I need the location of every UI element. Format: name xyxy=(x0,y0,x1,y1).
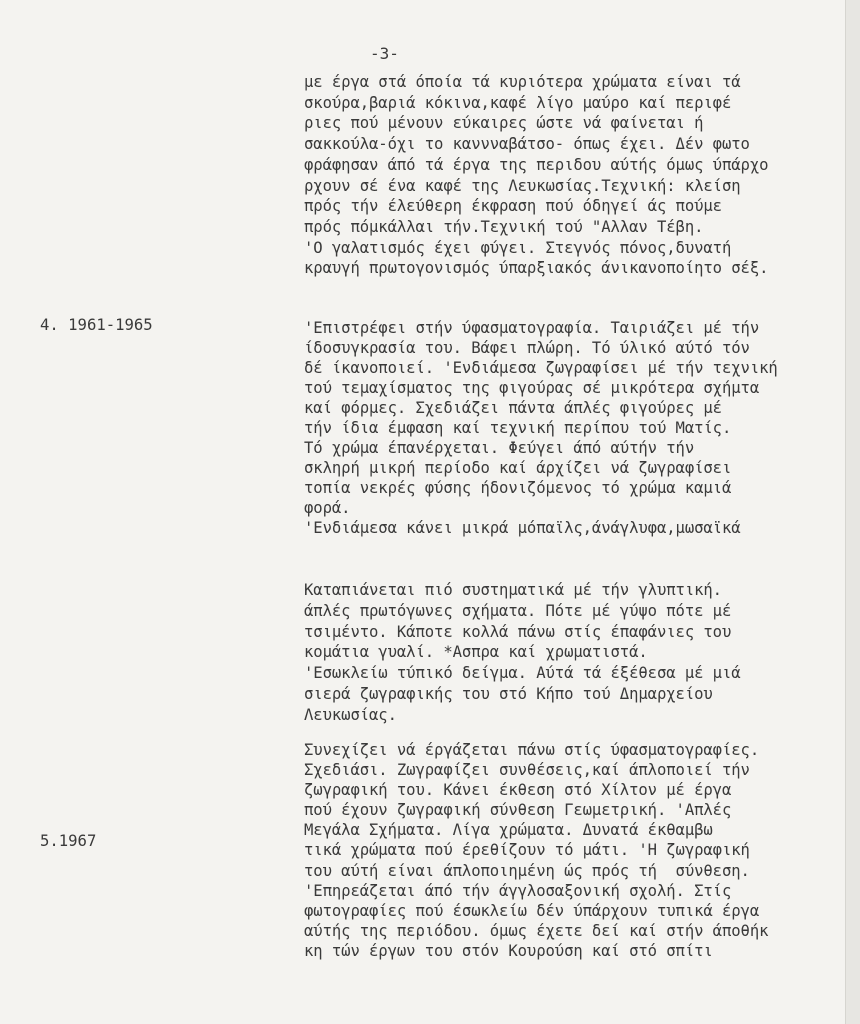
text-line: δέ ίκανοποιεί. 'Ενδιάμεσα ζωγραφίσει μέ τήν τεχνική xyxy=(304,359,778,377)
text-line: του αύτή είναι άπλοποιημένη ώς πρός τή σύνθεση. xyxy=(304,861,750,880)
text-line: Καταπιάνεται πιό συστηματικά μέ τήν γλυπτική. xyxy=(304,581,722,599)
text-line: 'Εσωκλείω τύπικό δείγμα. Αύτά τά έξέθεσα μέ μιά xyxy=(304,664,741,683)
paragraph-sculpture xyxy=(304,580,741,726)
text-line: σιερά ζωγραφικής του στό Κήπο τού Δημαρχείου xyxy=(304,684,713,703)
text-line: ριες πού μένουν εύκαιρες ώστε νά φαίνεται ή xyxy=(304,114,704,133)
page-number: -3- xyxy=(370,44,399,63)
section-label-1961-1965: 4. 1961-1965 xyxy=(40,316,153,334)
page-edge xyxy=(845,0,860,1024)
text-line: τικά χρώματα πού έρεθίζουν τό μάτι. 'Η ζωγραφική xyxy=(304,841,750,860)
text-line: κραυγή πρωτογονισμός ύπαρξιακός άνικανοποίητο σέξ. xyxy=(304,259,769,278)
text-line: πρός πόμκάλλαι τήν.Τεχνική τού "Αλλαν Τέβη. xyxy=(304,217,704,236)
text-line: κη τών έργων του στόν Κουρούση καί στό σπίτι xyxy=(304,941,713,960)
text-line: 'Επιστρέφει στήν ύφασματογραφία. Ταιριάζει μέ τήν xyxy=(304,319,760,337)
text-line: Σχεδιάσι. Ζωγραφίζει συνθέσεις,καί άπλοποιεί τήν xyxy=(304,761,750,780)
paragraph-intro xyxy=(304,72,768,279)
text-line: ζωγραφική του. Κάνει έκθεση στό Χίλτον μέ έργα xyxy=(304,781,732,800)
section-label-1967: 5.1967 xyxy=(40,832,97,850)
text-line: αύτής της περιόδου. όμως έχετε δεί καί στήν άποθήκ xyxy=(304,921,769,940)
text-line: κομάτια γυαλί. *Ασπρα καί χρωματιστά. xyxy=(304,643,648,662)
text-line: σακκούλα-όχι το καννναβάτσο- όπως έχει. Δέν φωτο xyxy=(304,135,750,154)
text-line: Λευκωσίας. xyxy=(304,705,397,724)
text-line: φωτογραφίες πού έσωκλείω δέν ύπάρχουν τυπικά έργα xyxy=(304,901,760,920)
text-line: 'Ενδιάμεσα κάνει μικρά μόπαϊλς,άνάγλυφα,μωσαϊκά xyxy=(304,519,741,537)
paragraph-1961-1965 xyxy=(304,318,778,538)
text-line: Μεγάλα Σχήματα. Λίγα χρώματα. Δυνατά έκθαμβω xyxy=(304,821,713,840)
text-line: καί φόρμες. Σχεδιάζει πάντα άπλές φιγούρες μέ xyxy=(304,399,722,417)
text-line: τού τεμαχίσματος της φιγούρας σέ μικρότερα σχήμτα xyxy=(304,379,760,397)
text-line: φράφησαν άπό τά έργα της περιδου αύτής όμως ύπάρχο xyxy=(304,155,769,174)
text-line: σκούρα,βαριά κόκινα,καφέ λίγο μαύρο καί περιφέ xyxy=(304,93,732,112)
text-line: 'Ο γαλατισμός έχει φύγει. Στεγνός πόνος,δυνατή xyxy=(304,238,732,257)
text-line: ίδοσυγκρασία του. Βάφει πλώρη. Τό ύλικό αύτό τόν xyxy=(304,339,750,357)
text-line: τσιμέντο. Κάποτε κολλά πάνω στίς έπαφάνιες του xyxy=(304,622,732,641)
text-line: 'Επηρεάζεται άπό τήν άγγλοσαξονική σχολή. Στίς xyxy=(304,881,732,900)
text-line: φορά. xyxy=(304,499,351,517)
text-line: πρός τήν έλεύθερη έκφραση πού όδηγεί άς πούμε xyxy=(304,197,722,216)
text-line: με έργα στά όποία τά κυριότερα χρώματα είναι τά xyxy=(304,73,741,91)
text-line: Συνεχίζει νά έργάζεται πάνω στίς ύφασματογραφίες. xyxy=(304,741,760,759)
text-line: πού έχουν ζωγραφική σύνθεση Γεωμετρική. 'Απλές xyxy=(304,801,732,820)
text-line: τήν ίδια έμφαση καί τεχνική περίπου τού Ματίς. xyxy=(304,419,732,437)
text-line: ρχουν σέ ένα καφέ της Λευκωσίας.Τεχνική: κλείση xyxy=(304,176,741,195)
text-line: άπλές πρωτόγωνες σχήματα. Πότε μέ γύψο πότε μέ xyxy=(304,601,732,620)
text-line: σκληρή μικρή περίοδο καί άρχίζει νά ζωγραφίσει xyxy=(304,459,732,477)
paragraph-1967 xyxy=(304,740,768,961)
text-line: Τό χρώμα έπανέρχεται. Φεύγει άπό αύτήν τήν xyxy=(304,439,695,457)
text-line: τοπία νεκρές φύσης ήδονιζόμενος τό χρώμα καμιά xyxy=(304,479,732,497)
